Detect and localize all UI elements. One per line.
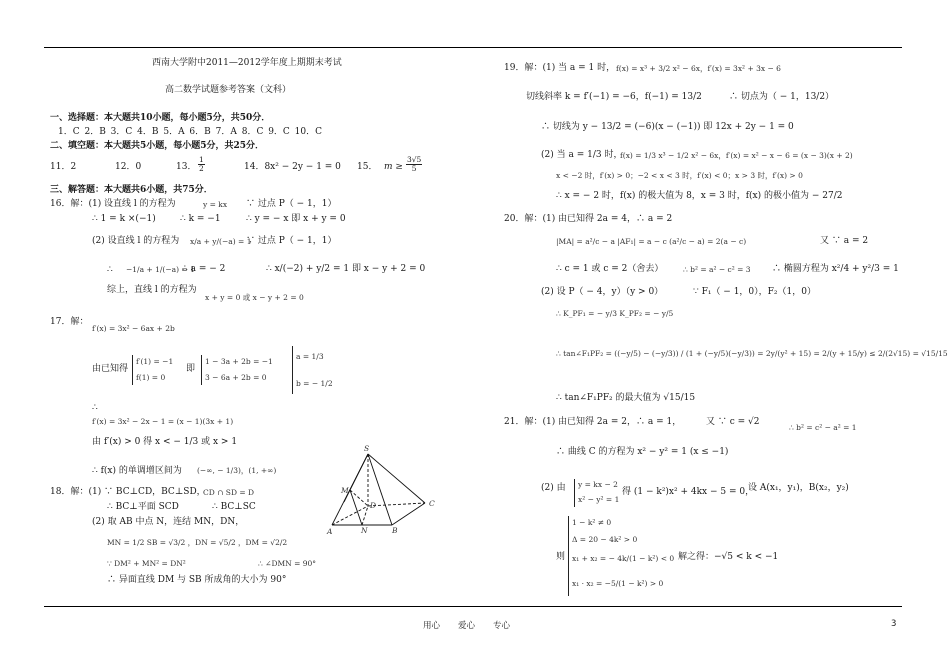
q17-sys1a: f′(1) = −1 — [136, 357, 174, 366]
q20-line3a: ∴ c = 1 或 c = 2（舍去） — [556, 264, 664, 274]
q17-derivative: f′(x) = 3x² − 6ax + 2b — [92, 324, 175, 333]
q16-line4c: ∴ a = − 2 — [182, 264, 226, 274]
q19-line2a: 切线斜率 k = f′(−1) = −6，f(−1) = 13/2 — [526, 92, 702, 102]
q21-cond1: 1 − k² ≠ 0 — [572, 518, 612, 527]
q17-therefore: ∴ — [92, 403, 98, 413]
footer-zhuanxin: 专心 — [493, 621, 511, 631]
q17-sol-a: a = 1/3 — [296, 352, 324, 361]
fill-15-expr: m ≥ — [384, 162, 403, 172]
fill-15: 15． — [357, 162, 378, 172]
q19-line5a: x < −2 时，f′(x) > 0；−2 < x < 3 时，f′(x) < 0；x > 3 时，f′(x) > 0 — [556, 171, 803, 180]
footer-aixin: 爱心 — [458, 621, 476, 631]
figure-label-N: N — [361, 526, 368, 535]
q20-line3c: ∴ 椭圆方程为 x²/4 + y²/3 = 1 — [772, 264, 899, 274]
figure-label-A: A — [327, 527, 333, 536]
q19-line3a: ∴ 切线为 y − 13/2 = (−6)(x − (−1)) 即 12x + 2y − 1 = 0 — [541, 122, 794, 132]
q21-line2a: ∴ 曲线 C 的方程为 x² − y² = 1 (x ≤ −1) — [556, 447, 729, 457]
figure-label-S: S — [364, 444, 370, 453]
q17-increase-b: (−∞, − 1/3)，(1, +∞) — [197, 466, 277, 475]
fill-15-fraction: $\frac{3√5}{5}$ — [407, 155, 422, 173]
q17-ji: 即 — [186, 364, 196, 374]
fill-14: 14．8x² − 2y − 1 = 0 — [244, 162, 341, 172]
q20-line5a: ∴ K_PF₁ = − y/3 K_PF₂ = − y/5 — [556, 309, 674, 318]
q16-line2c: ∴ y = − x 即 x + y = 0 — [246, 214, 346, 224]
q18-line1a: 18．解：(1) ∵ BC⊥CD，BC⊥SD， — [50, 487, 206, 497]
q16-line1a: 16．解：(1) 设直线 l 的方程为 — [50, 199, 176, 209]
q16-line3a: (2) 设直线 l 的方程为 — [92, 236, 180, 246]
school-title: 西南大学附中2011—2012学年度上期期末考试 — [152, 58, 342, 68]
fill-13-fraction: $\frac{1}{2}$ — [199, 155, 204, 173]
page-number: 3 — [891, 619, 897, 629]
q16-line3b: x/a + y/(−a) = 1 — [190, 237, 252, 246]
q20-line3b: ∴ b² = a² − c² = 3 — [683, 265, 751, 274]
q21-cond3: x₁ + x₂ = − 4k/(1 − k²) < 0 — [572, 554, 675, 563]
q17-sys2a: 1 − 3a + 2b = −1 — [205, 357, 273, 366]
footer-yongxin: 用心 — [423, 621, 441, 631]
q17-sol-b: b = − 1/2 — [296, 379, 333, 388]
q20-line2a: |MA| = a²/c − a |AF₁| = a − c (a²/c − a) = 2(a − c) — [556, 237, 747, 246]
q21-line3c: x² − y² = 1 — [578, 495, 620, 504]
q20-line7a: ∴ tan∠F₁PF₂ 的最大值为 √15/15 — [556, 393, 696, 403]
q21-ze: 则 — [556, 552, 566, 562]
q16-line2b: ∴ k = −1 — [180, 214, 221, 224]
q16-line3c: ∵ 过点 P（ − 1，1） — [246, 236, 337, 246]
q20-line4a: (2) 设 P（ − 4，y）（y > 0） — [541, 287, 664, 297]
q16-line4d: ∴ x/(−2) + y/2 = 1 即 x − y + 2 = 0 — [266, 264, 426, 274]
top-rule — [44, 47, 902, 48]
pyramid-figure — [322, 446, 442, 538]
q19-line1a: 19．解：(1) 当 a = 1 时， — [504, 63, 616, 73]
q17-brace-3 — [292, 346, 293, 394]
q20-line1a: 20．解：(1) 由已知得 2a = 4，∴ a = 2 — [504, 214, 673, 224]
answer-subtitle: 高二数学试题参考答案（文科） — [165, 85, 292, 95]
q21-line1a: 21．解：(1) 由已知得 2a = 2，∴ a = 1， — [504, 417, 682, 427]
q19-line6a: ∴ x = − 2 时，f(x) 的极大值为 8，x = 3 时，f(x) 的极小值为 − 27/2 — [556, 191, 843, 201]
figure-label-B: B — [392, 526, 398, 535]
q21-brace-conditions — [568, 516, 569, 596]
q18-line6: ∴ 异面直线 DM 与 SB 所成角的大小为 90° — [107, 575, 287, 585]
q17-condition: 由 f′(x) > 0 得 x < − 1/3 或 x > 1 — [92, 437, 238, 447]
figure-label-M: M — [341, 486, 349, 495]
q21-line1c: ∴ b² = c² − a² = 1 — [789, 423, 857, 432]
q19-line2b: ∴ 切点为（ − 1，13/2） — [729, 92, 835, 102]
q17-brace-2 — [201, 355, 202, 385]
q17-sys2b: 3 − 6a + 2b = 0 — [205, 373, 267, 382]
bottom-rule — [44, 606, 902, 607]
q18-line5a: ∵ DM² + MN² = DN² — [107, 559, 186, 568]
q20-line4b: ∵ F₁（ − 1，0），F₂（1，0） — [693, 287, 816, 297]
fill-12: 12．0 — [115, 162, 142, 172]
q19-line4a: (2) 当 a = 1/3 时， — [541, 150, 623, 160]
q17-sys1b: f(1) = 0 — [136, 373, 166, 382]
q16-line5b: x + y = 0 或 x − y + 2 = 0 — [205, 293, 304, 302]
q18-line2a: ∴ BC⊥平面 SCD — [107, 502, 179, 512]
figure-label-C: C — [429, 499, 435, 508]
q21-line3e: 设 A(x₁，y₁)，B(x₂，y₂) — [748, 483, 849, 493]
q17-label: 17．解： — [50, 317, 89, 327]
q21-cond4: x₁ · x₂ = −5/(1 − k²) > 0 — [572, 579, 664, 588]
q16-line1c: ∵ 过点 P（ − 1，1） — [246, 199, 337, 209]
q19-line4b: f(x) = 1/3 x³ − 1/2 x² − 6x，f′(x) = x² − x − 6 = (x − 3)(x + 2) — [620, 151, 853, 160]
q21-solution: 解之得：−√5 < k < −1 — [678, 552, 779, 562]
section-fill-title: 二、填空题：本大题共5小题，每小题5分，共25分． — [50, 141, 265, 151]
q21-line1b: 又 ∵ c = √2 — [706, 417, 760, 427]
q16-line1b: y = kx — [203, 200, 228, 209]
q17-known: 由已知得 — [92, 364, 129, 374]
q18-line2b: ∴ BC⊥SC — [212, 502, 256, 512]
q21-line3a: (2) 由 — [541, 483, 566, 493]
q20-line6a: ∴ tan∠F₁PF₂ = ((−y/5) − (−y/3)) / (1 + (−y/5)(−y/3)) = 2y/(y² + 15) = 2/(y + 15/y) ≤ 2/(2√15) = √15/15 — [556, 349, 948, 358]
figure-label-D: D — [370, 501, 377, 510]
q19-line1b: f(x) = x³ + 3/2 x² − 6x，f′(x) = 3x² + 3x − 6 — [616, 64, 781, 73]
q16-line5a: 综上，直线 l 的方程为 — [107, 285, 197, 295]
q17-brace-1 — [132, 355, 133, 385]
q18-line1b: CD ∩ SD = D — [203, 488, 255, 497]
q16-line4a: ∴ — [107, 265, 113, 275]
q18-line5b: ∴ ∠DMN = 90° — [258, 559, 317, 568]
q16-line2a: ∴ 1 = k ×(−1) — [92, 214, 156, 224]
section-choice-title: 一、选择题：本大题共10小题，每小题5分，共50分． — [50, 113, 271, 123]
fill-13: 13． — [176, 162, 197, 172]
q17-derivative2: f′(x) = 3x² − 2x − 1 = (x − 1)(3x + 1) — [92, 417, 234, 426]
q17-increase-a: ∴ f(x) 的单调增区间为 — [92, 466, 182, 476]
q18-line3: (2) 取 AB 中点 N，连结 MN，DN， — [92, 517, 245, 527]
q21-line3b: y = kx − 2 — [578, 480, 618, 489]
q18-line4: MN = 1/2 SB = √3/2 ，DN = √5/2 ，DM = √2/2 — [107, 538, 288, 547]
q21-brace-system — [574, 479, 575, 507]
section-solve-title: 三、解答题：本大题共6小题，共75分． — [50, 185, 213, 195]
q21-cond2: Δ = 20 − 4k² > 0 — [572, 535, 638, 544]
choice-answers: 1．C 2．B 3．C 4．B 5．A 6．B 7．A 8．C 9．C 10．C — [58, 127, 323, 137]
q16-line4b: −1/a + 1/(−a) = 1 — [126, 265, 195, 274]
q21-line3d: 得 (1 − k²)x² + 4kx − 5 = 0， — [622, 487, 755, 497]
q20-line2b: 又 ∵ a = 2 — [820, 236, 869, 246]
fill-11: 11．2 — [50, 162, 77, 172]
